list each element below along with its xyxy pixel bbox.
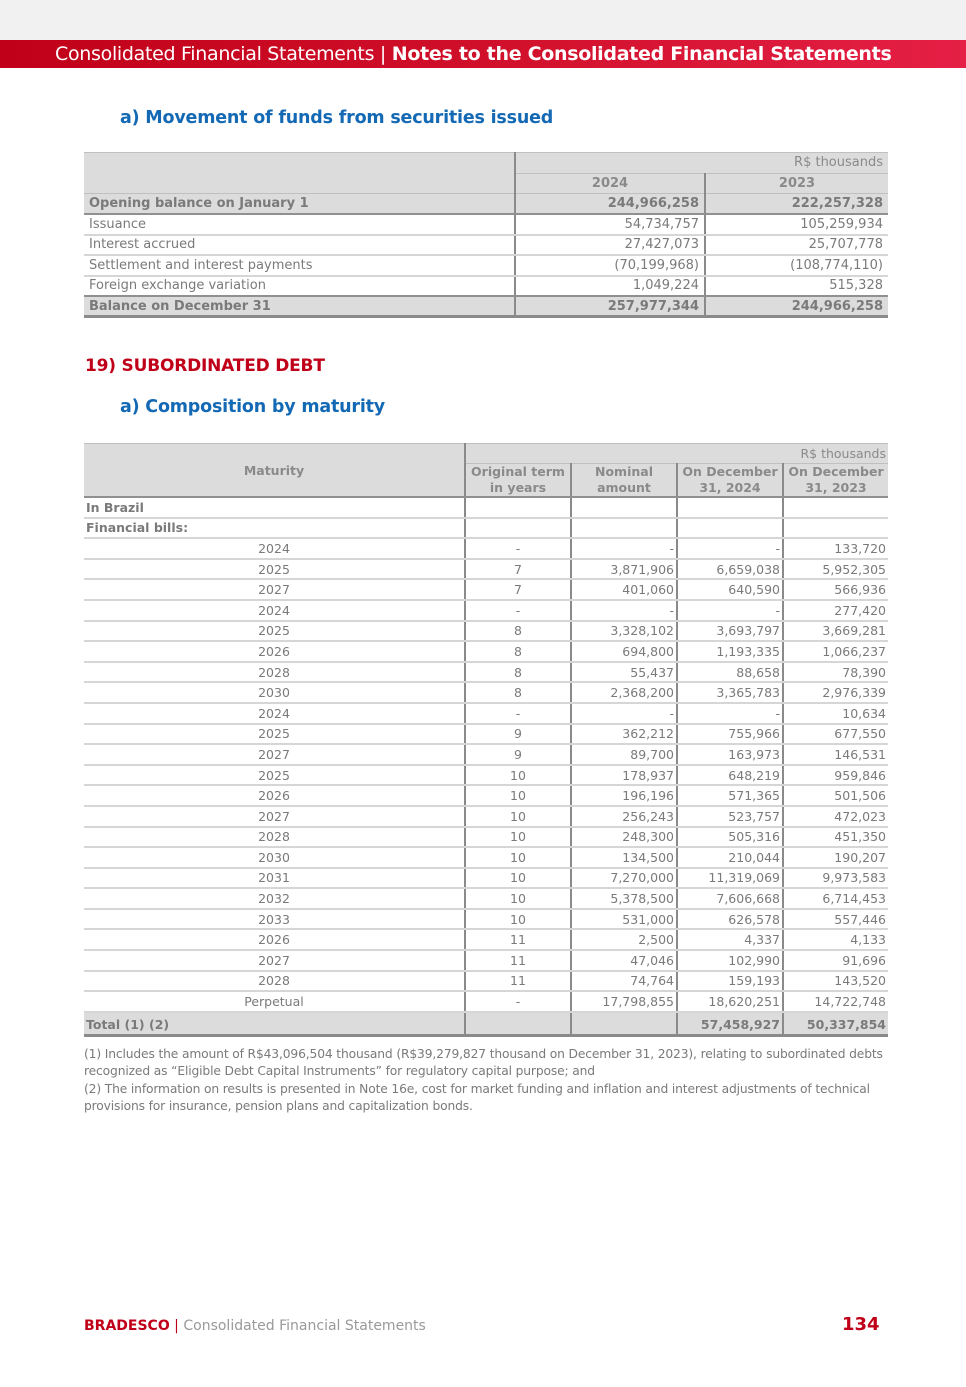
maturity-cell: 2028 [84, 827, 465, 848]
dec-2023-cell: 9,973,583 [783, 868, 888, 889]
footer-text: Consolidated Financial Statements [183, 1318, 426, 1334]
empty-cell [783, 518, 888, 539]
nominal-cell: - [571, 538, 677, 559]
maturity-cell: 2026 [84, 929, 465, 950]
group-row-financial-bills [84, 518, 888, 539]
total-dec-2023: 50,337,854 [783, 1012, 888, 1036]
value-2023: 25,707,778 [705, 235, 888, 256]
nominal-cell: 694,800 [571, 641, 677, 662]
term-cell: 9 [465, 724, 571, 745]
term-cell: 10 [465, 806, 571, 827]
nominal-cell: 2,500 [571, 929, 677, 950]
term-cell: 10 [465, 785, 571, 806]
maturity-cell: 2033 [84, 909, 465, 930]
dec-2023-cell: 677,550 [783, 724, 888, 745]
table-row [84, 276, 888, 297]
value-2024: 54,734,757 [515, 214, 705, 235]
header-dec-2023: On December 31, 2023 [783, 464, 888, 498]
value-2023: 222,257,328 [705, 194, 888, 215]
term-cell: - [465, 538, 571, 559]
empty-cell [677, 497, 783, 518]
maturity-cell: 2024 [84, 703, 465, 724]
term-cell: 7 [465, 579, 571, 600]
value-2024: 257,977,344 [515, 296, 705, 317]
term-cell: - [465, 600, 571, 621]
dec-2024-cell: 626,578 [677, 909, 783, 930]
row-label: Balance on December 31 [84, 296, 515, 317]
maturity-cell: 2032 [84, 888, 465, 909]
subordinated-debt-table [84, 443, 888, 1037]
header-maturity: Maturity [84, 444, 465, 498]
maturity-cell: 2027 [84, 950, 465, 971]
table-row [84, 641, 888, 662]
value-2023: 515,328 [705, 276, 888, 297]
year-header-2024: 2024 [515, 173, 705, 194]
dec-2023-cell: 6,714,453 [783, 888, 888, 909]
banner-subsection: Notes to the Consolidated Financial Statements [391, 43, 892, 65]
header-nominal-amount: Nominal amount [571, 464, 677, 498]
empty-cell [465, 1012, 571, 1036]
table-row [84, 929, 888, 950]
table-row [84, 909, 888, 930]
dec-2024-cell: 102,990 [677, 950, 783, 971]
dec-2024-cell: - [677, 600, 783, 621]
table-row [84, 579, 888, 600]
dec-2024-cell: 163,973 [677, 744, 783, 765]
group-row-in-brazil [84, 497, 888, 518]
nominal-cell: - [571, 600, 677, 621]
table-row-total [84, 1012, 888, 1036]
maturity-cell: 2024 [84, 538, 465, 559]
dec-2023-cell: 959,846 [783, 765, 888, 786]
dec-2023-cell: 451,350 [783, 827, 888, 848]
table-row [84, 827, 888, 848]
dec-2024-cell: 755,966 [677, 724, 783, 745]
dec-2024-cell: 7,606,668 [677, 888, 783, 909]
dec-2024-cell: 4,337 [677, 929, 783, 950]
row-label: Settlement and interest payments [84, 255, 515, 276]
dec-2023-cell: 91,696 [783, 950, 888, 971]
dec-2024-cell: 648,219 [677, 765, 783, 786]
footer-brand: BRADESCO [84, 1318, 170, 1334]
dec-2024-cell: - [677, 703, 783, 724]
dec-2023-cell: 78,390 [783, 662, 888, 683]
footnote-1: (1) Includes the amount of R$43,096,504 thousand (R$39,279,827 thousand on December 31, 2023), relating to subordinated debts recognized as “Eligible Debt Capital Instruments” for regulatory capital purpose; and [84, 1047, 883, 1079]
maturity-cell: 2030 [84, 682, 465, 703]
value-2024: 27,427,073 [515, 235, 705, 256]
nominal-cell: 531,000 [571, 909, 677, 930]
term-cell: 10 [465, 909, 571, 930]
dec-2024-cell: 3,365,783 [677, 682, 783, 703]
banner-separator: | [374, 43, 392, 65]
footnotes [84, 1046, 890, 1115]
dec-2023-cell: 190,207 [783, 847, 888, 868]
value-2023: 244,966,258 [705, 296, 888, 317]
maturity-cell: 2028 [84, 662, 465, 683]
table-header-row [84, 444, 888, 464]
table-row [84, 662, 888, 683]
term-cell: 8 [465, 682, 571, 703]
empty-cell [571, 518, 677, 539]
table-row [84, 682, 888, 703]
dec-2024-cell: 640,590 [677, 579, 783, 600]
dec-2023-cell: 566,936 [783, 579, 888, 600]
unit-label: R$ thousands [465, 444, 888, 464]
term-cell: - [465, 703, 571, 724]
maturity-cell: 2030 [84, 847, 465, 868]
term-cell: 11 [465, 971, 571, 992]
nominal-cell: 248,300 [571, 827, 677, 848]
dec-2023-cell: 10,634 [783, 703, 888, 724]
term-cell: 11 [465, 950, 571, 971]
table-row [84, 950, 888, 971]
term-cell: 10 [465, 888, 571, 909]
table-row [84, 888, 888, 909]
header-blank [84, 153, 515, 194]
nominal-cell: 74,764 [571, 971, 677, 992]
nominal-cell: 47,046 [571, 950, 677, 971]
maturity-cell: 2024 [84, 600, 465, 621]
table-row [84, 621, 888, 642]
table-row [84, 235, 888, 256]
dec-2024-cell: 210,044 [677, 847, 783, 868]
table-row [84, 600, 888, 621]
empty-cell [465, 518, 571, 539]
term-cell: 8 [465, 641, 571, 662]
maturity-cell: 2027 [84, 806, 465, 827]
nominal-cell: - [571, 703, 677, 724]
dec-2024-cell: 523,757 [677, 806, 783, 827]
dec-2023-cell: 5,952,305 [783, 559, 888, 580]
dec-2024-cell: 88,658 [677, 662, 783, 683]
value-2023: (108,774,110) [705, 255, 888, 276]
dec-2023-cell: 143,520 [783, 971, 888, 992]
term-cell: 7 [465, 559, 571, 580]
dec-2023-cell: 501,506 [783, 785, 888, 806]
dec-2023-cell: 4,133 [783, 929, 888, 950]
nominal-cell: 134,500 [571, 847, 677, 868]
table-row [84, 847, 888, 868]
maturity-cell: 2027 [84, 579, 465, 600]
nominal-cell: 3,328,102 [571, 621, 677, 642]
maturity-cell: 2026 [84, 641, 465, 662]
dec-2024-cell: 505,316 [677, 827, 783, 848]
dec-2023-cell: 146,531 [783, 744, 888, 765]
section-19a-title: a) Composition by maturity [120, 397, 385, 417]
table-row [84, 971, 888, 992]
maturity-cell: 2026 [84, 785, 465, 806]
row-label: Interest accrued [84, 235, 515, 256]
term-cell: 10 [465, 765, 571, 786]
empty-cell [677, 518, 783, 539]
year-header-2023: 2023 [705, 173, 888, 194]
table-row [84, 194, 888, 215]
total-dec-2024: 57,458,927 [677, 1012, 783, 1036]
total-label: Total (1) (2) [84, 1012, 465, 1036]
securities-movement-table [84, 152, 888, 318]
row-label: Foreign exchange variation [84, 276, 515, 297]
dec-2024-cell: - [677, 538, 783, 559]
header-dec-2024: On December 31, 2024 [677, 464, 783, 498]
nominal-cell: 3,871,906 [571, 559, 677, 580]
table-row-total [84, 296, 888, 317]
maturity-cell: Perpetual [84, 991, 465, 1012]
table-row [84, 724, 888, 745]
dec-2023-cell: 133,720 [783, 538, 888, 559]
page-top-margin [0, 0, 966, 40]
term-cell: 8 [465, 662, 571, 683]
empty-cell [571, 1012, 677, 1036]
maturity-cell: 2028 [84, 971, 465, 992]
dec-2024-cell: 18,620,251 [677, 991, 783, 1012]
nominal-cell: 196,196 [571, 785, 677, 806]
banner-section: Consolidated Financial Statements [55, 43, 375, 65]
dec-2023-cell: 2,976,339 [783, 682, 888, 703]
group-label: In Brazil [84, 497, 465, 518]
dec-2023-cell: 277,420 [783, 600, 888, 621]
nominal-cell: 256,243 [571, 806, 677, 827]
footnote-2: (2) The information on results is presented in Note 16e, cost for market funding and inflation and interest adjustments of technical provisions for insurance, pension plans and capitalization bonds. [84, 1081, 870, 1113]
dec-2023-cell: 472,023 [783, 806, 888, 827]
value-2024: 1,049,224 [515, 276, 705, 297]
maturity-cell: 2025 [84, 621, 465, 642]
nominal-cell: 2,368,200 [571, 682, 677, 703]
value-2024: 244,966,258 [515, 194, 705, 215]
dec-2024-cell: 571,365 [677, 785, 783, 806]
dec-2023-cell: 14,722,748 [783, 991, 888, 1012]
group-label: Financial bills: [84, 518, 465, 539]
dec-2024-cell: 1,193,335 [677, 641, 783, 662]
table-row [84, 255, 888, 276]
dec-2024-cell: 3,693,797 [677, 621, 783, 642]
dec-2024-cell: 159,193 [677, 971, 783, 992]
maturity-cell: 2025 [84, 559, 465, 580]
table-row [84, 806, 888, 827]
term-cell: - [465, 991, 571, 1012]
footer-separator: | [169, 1318, 184, 1334]
empty-cell [571, 497, 677, 518]
nominal-cell: 7,270,000 [571, 868, 677, 889]
table-row [84, 785, 888, 806]
term-cell: 9 [465, 744, 571, 765]
maturity-cell: 2027 [84, 744, 465, 765]
nominal-cell: 17,798,855 [571, 991, 677, 1012]
table-row [84, 214, 888, 235]
row-label: Opening balance on January 1 [84, 194, 515, 215]
table-row [84, 991, 888, 1012]
page-footer [84, 1318, 426, 1334]
value-2023: 105,259,934 [705, 214, 888, 235]
table-row [84, 765, 888, 786]
term-cell: 11 [465, 929, 571, 950]
term-cell: 10 [465, 827, 571, 848]
dec-2023-cell: 3,669,281 [783, 621, 888, 642]
term-cell: 10 [465, 847, 571, 868]
nominal-cell: 55,437 [571, 662, 677, 683]
row-label: Issuance [84, 214, 515, 235]
empty-cell [783, 497, 888, 518]
term-cell: 10 [465, 868, 571, 889]
table-row [84, 703, 888, 724]
value-2024: (70,199,968) [515, 255, 705, 276]
table-row [84, 538, 888, 559]
dec-2024-cell: 6,659,038 [677, 559, 783, 580]
nominal-cell: 178,937 [571, 765, 677, 786]
section-a1-title: a) Movement of funds from securities issued [120, 108, 554, 128]
maturity-cell: 2031 [84, 868, 465, 889]
section-19-title: 19) SUBORDINATED DEBT [85, 356, 325, 376]
nominal-cell: 401,060 [571, 579, 677, 600]
term-cell: 8 [465, 621, 571, 642]
dec-2024-cell: 11,319,069 [677, 868, 783, 889]
table-row [84, 744, 888, 765]
empty-cell [465, 497, 571, 518]
maturity-cell: 2025 [84, 765, 465, 786]
dec-2023-cell: 557,446 [783, 909, 888, 930]
nominal-cell: 89,700 [571, 744, 677, 765]
maturity-cell: 2025 [84, 724, 465, 745]
nominal-cell: 362,212 [571, 724, 677, 745]
table-header-row [84, 153, 888, 174]
unit-label: R$ thousands [515, 153, 888, 174]
table-row [84, 868, 888, 889]
dec-2023-cell: 1,066,237 [783, 641, 888, 662]
table-row [84, 559, 888, 580]
nominal-cell: 5,378,500 [571, 888, 677, 909]
page-number: 134 [842, 1314, 880, 1335]
header-original-term: Original term in years [465, 464, 571, 498]
header-banner [0, 40, 966, 68]
